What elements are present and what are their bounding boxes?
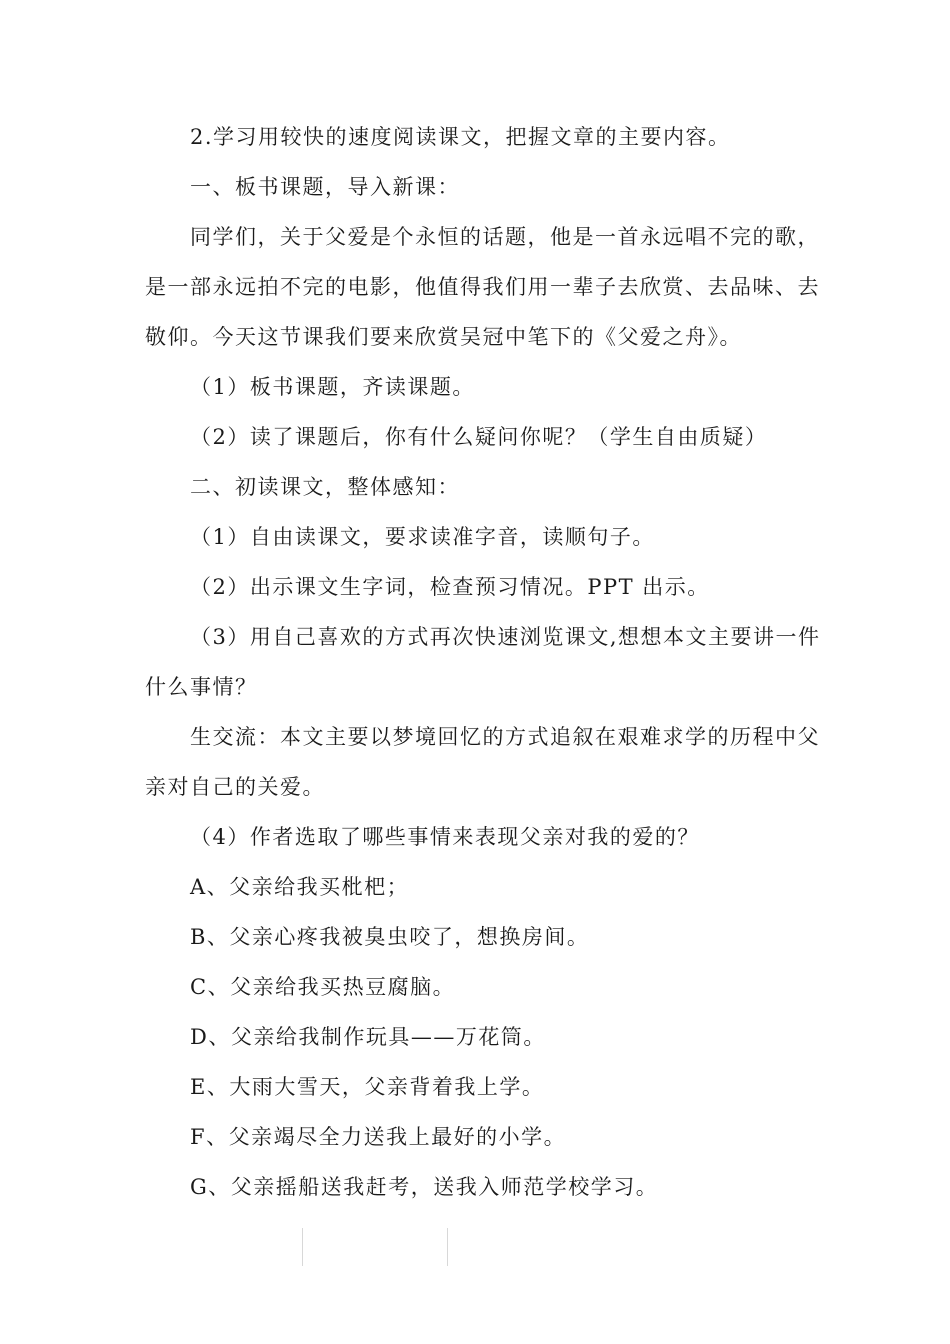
section-1-heading: 一、板书课题，导入新课：	[190, 175, 460, 199]
objective-2: 2.学习用较快的速度阅读课文，把握文章的主要内容。	[190, 125, 731, 149]
step-1-2: （2）读了课题后，你有什么疑问你呢？（学生自由质疑）	[190, 425, 768, 449]
list-item-a: A、父亲给我买枇杷；	[190, 875, 410, 899]
list-item-b: B、父亲心疼我被臭虫咬了，想换房间。	[190, 925, 590, 949]
list-item-g: G、父亲摇船送我赶考，送我入师范学校学习。	[190, 1175, 659, 1199]
intro-paragraph-line-3: 敬仰。今天这节课我们要来欣赏吴冠中笔下的《父爱之舟》。	[145, 325, 742, 349]
intro-paragraph-line-2: 是一部永远拍不完的电影，他值得我们用一辈子去欣赏、去品味、去	[145, 275, 820, 299]
list-item-f: F、父亲竭尽全力送我上最好的小学。	[190, 1125, 567, 1149]
intro-paragraph-line-1: 同学们，关于父爱是个永恒的话题，他是一首永远唱不完的歌，	[190, 225, 820, 249]
list-item-c: C、父亲给我买热豆腐脑。	[190, 975, 456, 999]
section-2-heading: 二、初读课文，整体感知：	[190, 475, 460, 499]
footer-divider-right	[447, 1228, 448, 1266]
footer-divider-left	[302, 1228, 303, 1266]
step-2-3-line-1: （3）用自己喜欢的方式再次快速浏览课文,想想本文主要讲一件	[190, 625, 821, 649]
step-2-3-line-2: 什么事情？	[145, 675, 258, 699]
step-2-2: （2）出示课文生字词，检查预习情况。PPT 出示。	[190, 575, 710, 599]
step-1-1: （1）板书课题，齐读课题。	[190, 375, 475, 399]
student-answer-line-1: 生交流：本文主要以梦境回忆的方式追叙在艰难求学的历程中父	[190, 725, 820, 749]
list-item-d: D、父亲给我制作玩具——万花筒。	[190, 1025, 546, 1049]
step-2-4: （4）作者选取了哪些事情来表现父亲对我的爱的？	[190, 825, 700, 849]
list-item-e: E、大雨大雪天，父亲背着我上学。	[190, 1075, 545, 1099]
student-answer-line-2: 亲对自己的关爱。	[145, 775, 325, 799]
step-2-1: （1）自由读课文，要求读准字音，读顺句子。	[190, 525, 655, 549]
